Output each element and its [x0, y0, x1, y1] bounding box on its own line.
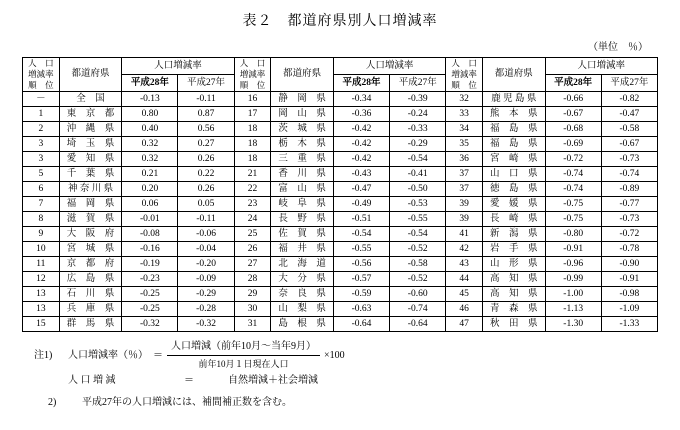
value-h27-cell: -0.73 — [601, 152, 657, 167]
value-h27-cell: -0.54 — [390, 152, 446, 167]
value-h28-cell: -0.63 — [333, 302, 389, 317]
header-h28-1: 平成28年 — [122, 75, 178, 92]
table-row — [23, 242, 658, 257]
rank-cell: 13 — [23, 287, 60, 302]
prefecture-cell: 茨 城 県 — [271, 122, 334, 137]
prefecture-cell: 高 知 県 — [482, 272, 545, 287]
rank-cell: 8 — [23, 212, 60, 227]
rank-cell: 32 — [446, 92, 483, 107]
prefecture-cell: 新 潟 県 — [482, 227, 545, 242]
prefecture-cell: 神 奈 川 県 — [59, 182, 122, 197]
value-h28-cell: 0.80 — [122, 107, 178, 122]
prefecture-cell: 佐 賀 県 — [271, 227, 334, 242]
prefecture-cell: 大 分 県 — [271, 272, 334, 287]
header-rank-3: 人 口 増減率 順 位 — [446, 58, 483, 92]
prefecture-cell: 富 山 県 — [271, 182, 334, 197]
value-h28-cell: -0.66 — [545, 92, 601, 107]
table-row — [23, 212, 658, 227]
value-h27-cell: -0.58 — [390, 257, 446, 272]
table-row — [23, 152, 658, 167]
rank-cell: 30 — [234, 302, 271, 317]
rank-cell: 29 — [234, 287, 271, 302]
value-h27-cell: -0.98 — [601, 287, 657, 302]
header-group-3: 人口増減率 — [545, 58, 657, 75]
value-h27-cell: -0.09 — [178, 272, 234, 287]
note-1b-lead: 人 口 増 減 — [68, 375, 116, 386]
value-h28-cell: -0.74 — [545, 167, 601, 182]
value-h28-cell: 0.20 — [122, 182, 178, 197]
value-h27-cell: -0.41 — [390, 167, 446, 182]
value-h27-cell: -0.89 — [601, 182, 657, 197]
table-row — [23, 92, 658, 107]
rank-cell: 47 — [446, 317, 483, 332]
value-h27-cell: -0.74 — [390, 302, 446, 317]
prefecture-cell: 大 阪 府 — [59, 227, 122, 242]
note-1-lead: 人口増減率（％） ＝ — [68, 349, 163, 361]
rank-cell: 39 — [446, 212, 483, 227]
rank-cell: 16 — [234, 92, 271, 107]
header-rank-1: 人 口 増減率 順 位 — [23, 58, 60, 92]
value-h28-cell: 0.21 — [122, 167, 178, 182]
prefecture-cell: 静 岡 県 — [271, 92, 334, 107]
rank-cell: 24 — [234, 212, 271, 227]
value-h28-cell: -0.42 — [333, 137, 389, 152]
rank-cell: 43 — [446, 257, 483, 272]
prefecture-cell: 兵 庫 県 — [59, 302, 122, 317]
value-h27-cell: -0.60 — [390, 287, 446, 302]
value-h28-cell: -0.01 — [122, 212, 178, 227]
prefecture-cell: 福 井 県 — [271, 242, 334, 257]
prefecture-cell: 奈 良 県 — [271, 287, 334, 302]
value-h27-cell: -0.72 — [601, 227, 657, 242]
value-h28-cell: -0.91 — [545, 242, 601, 257]
rank-cell: 3 — [23, 137, 60, 152]
value-h27-cell: -0.11 — [178, 212, 234, 227]
prefecture-cell: 東 京 都 — [59, 107, 122, 122]
prefecture-cell: 栃 木 県 — [271, 137, 334, 152]
rank-cell: 42 — [446, 242, 483, 257]
note-2-text: 平成27年の人口増減には、補間補正数を含む。 — [82, 397, 292, 408]
header-rank-2: 人 口 増減率 順 位 — [234, 58, 271, 92]
rank-cell: 37 — [446, 167, 483, 182]
table-row — [23, 107, 658, 122]
prefecture-cell: 徳 島 県 — [482, 182, 545, 197]
value-h27-cell: -0.29 — [390, 137, 446, 152]
note-1 — [34, 340, 680, 371]
value-h28-cell: -1.13 — [545, 302, 601, 317]
prefecture-cell: 石 川 県 — [59, 287, 122, 302]
note-1b-rhs: 自然増減＋社会増減 — [228, 375, 318, 386]
rank-cell: 39 — [446, 197, 483, 212]
note-1-fraction — [167, 340, 320, 371]
value-h28-cell: -1.30 — [545, 317, 601, 332]
note-2 — [34, 396, 680, 410]
value-h27-cell: -0.06 — [178, 227, 234, 242]
prefecture-cell: 広 島 県 — [59, 272, 122, 287]
table-row — [23, 257, 658, 272]
prefecture-cell: 長 野 県 — [271, 212, 334, 227]
note-1b-equals: ＝ — [184, 375, 194, 386]
prefecture-population-change-table — [22, 57, 658, 332]
value-h28-cell: -0.23 — [122, 272, 178, 287]
value-h27-cell: -0.39 — [390, 92, 446, 107]
prefecture-cell: 山 梨 県 — [271, 302, 334, 317]
value-h28-cell: -0.49 — [333, 197, 389, 212]
value-h27-cell: -0.55 — [390, 212, 446, 227]
value-h27-cell: 0.26 — [178, 182, 234, 197]
note-1-denominator: 前年10月１日現在人口 — [198, 359, 289, 369]
rank-cell: 12 — [23, 272, 60, 287]
value-h28-cell: -0.51 — [333, 212, 389, 227]
value-h27-cell: -1.33 — [601, 317, 657, 332]
value-h27-cell: -0.52 — [390, 272, 446, 287]
prefecture-cell: 宮 城 県 — [59, 242, 122, 257]
value-h28-cell: -0.42 — [333, 122, 389, 137]
value-h27-cell: 0.22 — [178, 167, 234, 182]
value-h27-cell: -0.20 — [178, 257, 234, 272]
header-h28-3: 平成28年 — [545, 75, 601, 92]
value-h27-cell: -0.73 — [601, 212, 657, 227]
rank-cell: 3 — [23, 152, 60, 167]
table-notes — [0, 340, 680, 410]
value-h27-cell: -0.67 — [601, 137, 657, 152]
prefecture-cell: 千 葉 県 — [59, 167, 122, 182]
prefecture-cell: 群 馬 県 — [59, 317, 122, 332]
table-row — [23, 287, 658, 302]
prefecture-cell: 長 崎 県 — [482, 212, 545, 227]
rank-cell: 9 — [23, 227, 60, 242]
value-h28-cell: -0.56 — [333, 257, 389, 272]
table-row — [23, 197, 658, 212]
value-h28-cell: -0.55 — [333, 242, 389, 257]
value-h28-cell: 0.40 — [122, 122, 178, 137]
header-h27-1: 平成27年 — [178, 75, 234, 92]
rank-cell: 6 — [23, 182, 60, 197]
value-h28-cell: -0.42 — [333, 152, 389, 167]
rank-cell: 23 — [234, 197, 271, 212]
table-row — [23, 167, 658, 182]
prefecture-cell: 沖 縄 県 — [59, 122, 122, 137]
table-row — [23, 122, 658, 137]
value-h28-cell: -0.67 — [545, 107, 601, 122]
value-h27-cell: 0.87 — [178, 107, 234, 122]
value-h28-cell: -0.08 — [122, 227, 178, 242]
value-h28-cell: -0.36 — [333, 107, 389, 122]
rank-cell: 18 — [234, 137, 271, 152]
rank-cell: 31 — [234, 317, 271, 332]
rank-cell: 44 — [446, 272, 483, 287]
rank-cell: 41 — [446, 227, 483, 242]
value-h27-cell: -0.33 — [390, 122, 446, 137]
prefecture-cell: 秋 田 県 — [482, 317, 545, 332]
value-h28-cell: -0.96 — [545, 257, 601, 272]
rank-cell: 45 — [446, 287, 483, 302]
rank-cell: 37 — [446, 182, 483, 197]
value-h27-cell: -0.78 — [601, 242, 657, 257]
rank-cell: 10 — [23, 242, 60, 257]
header-group-1: 人口増減率 — [122, 58, 234, 75]
value-h28-cell: -0.54 — [333, 227, 389, 242]
prefecture-cell: 香 川 県 — [271, 167, 334, 182]
rank-cell: 15 — [23, 317, 60, 332]
header-h27-3: 平成27年 — [601, 75, 657, 92]
value-h28-cell: -1.00 — [545, 287, 601, 302]
value-h28-cell: -0.80 — [545, 227, 601, 242]
prefecture-cell: 熊 本 県 — [482, 107, 545, 122]
value-h27-cell: 0.05 — [178, 197, 234, 212]
rank-cell: 11 — [23, 257, 60, 272]
table-header-row-1 — [23, 58, 658, 75]
value-h27-cell: -0.24 — [390, 107, 446, 122]
table-row — [23, 302, 658, 317]
prefecture-cell: 福 島 県 — [482, 122, 545, 137]
value-h28-cell: -0.34 — [333, 92, 389, 107]
value-h27-cell: -0.58 — [601, 122, 657, 137]
value-h28-cell: 0.06 — [122, 197, 178, 212]
value-h28-cell: -0.16 — [122, 242, 178, 257]
value-h27-cell: -0.74 — [601, 167, 657, 182]
header-h27-2: 平成27年 — [390, 75, 446, 92]
value-h28-cell: -0.13 — [122, 92, 178, 107]
rank-cell: 33 — [446, 107, 483, 122]
value-h27-cell: -0.77 — [601, 197, 657, 212]
value-h27-cell: -0.53 — [390, 197, 446, 212]
value-h28-cell: -0.99 — [545, 272, 601, 287]
value-h28-cell: -0.25 — [122, 302, 178, 317]
rank-cell: 5 — [23, 167, 60, 182]
note-1-label: 注1) — [34, 349, 53, 361]
value-h28-cell: -0.32 — [122, 317, 178, 332]
value-h28-cell: -0.75 — [545, 197, 601, 212]
prefecture-cell: 京 都 府 — [59, 257, 122, 272]
header-prefecture-3: 都道府県 — [482, 58, 545, 92]
value-h28-cell: -0.25 — [122, 287, 178, 302]
value-h27-cell: -0.50 — [390, 182, 446, 197]
unit-note: （単位 ％） — [588, 42, 648, 53]
value-h28-cell: -0.47 — [333, 182, 389, 197]
value-h27-cell: -0.90 — [601, 257, 657, 272]
value-h28-cell: -0.57 — [333, 272, 389, 287]
value-h27-cell: -1.09 — [601, 302, 657, 317]
value-h27-cell: -0.04 — [178, 242, 234, 257]
table-row — [23, 137, 658, 152]
prefecture-cell: 全 国 — [59, 92, 122, 107]
value-h28-cell: -0.69 — [545, 137, 601, 152]
value-h28-cell: 0.32 — [122, 137, 178, 152]
value-h28-cell: 0.32 — [122, 152, 178, 167]
note-1b — [34, 374, 680, 388]
prefecture-cell: 島 根 県 — [271, 317, 334, 332]
prefecture-cell: 福 岡 県 — [59, 197, 122, 212]
header-group-2: 人口増減率 — [333, 58, 445, 75]
value-h27-cell: 0.26 — [178, 152, 234, 167]
rank-cell: 25 — [234, 227, 271, 242]
rank-cell: 46 — [446, 302, 483, 317]
rank-cell: － — [23, 92, 60, 107]
value-h28-cell: -0.59 — [333, 287, 389, 302]
value-h27-cell: -0.28 — [178, 302, 234, 317]
value-h27-cell: -0.82 — [601, 92, 657, 107]
rank-cell: 34 — [446, 122, 483, 137]
table-row — [23, 272, 658, 287]
rank-cell: 18 — [234, 122, 271, 137]
prefecture-cell: 愛 知 県 — [59, 152, 122, 167]
rank-cell: 27 — [234, 257, 271, 272]
rank-cell: 7 — [23, 197, 60, 212]
rank-cell: 2 — [23, 122, 60, 137]
value-h27-cell: -0.32 — [178, 317, 234, 332]
prefecture-cell: 鹿 児 島 県 — [482, 92, 545, 107]
value-h28-cell: -0.19 — [122, 257, 178, 272]
note-2-label: 2) — [48, 397, 57, 408]
prefecture-cell: 岐 阜 県 — [271, 197, 334, 212]
table-row — [23, 182, 658, 197]
value-h27-cell: 0.27 — [178, 137, 234, 152]
table-row — [23, 317, 658, 332]
value-h27-cell: -0.91 — [601, 272, 657, 287]
prefecture-cell: 愛 媛 県 — [482, 197, 545, 212]
rank-cell: 26 — [234, 242, 271, 257]
prefecture-cell: 山 口 県 — [482, 167, 545, 182]
header-prefecture-2: 都道府県 — [271, 58, 334, 92]
value-h28-cell: -0.68 — [545, 122, 601, 137]
rank-cell: 21 — [234, 167, 271, 182]
rank-cell: 17 — [234, 107, 271, 122]
rank-cell: 18 — [234, 152, 271, 167]
prefecture-cell: 岩 手 県 — [482, 242, 545, 257]
rank-cell: 13 — [23, 302, 60, 317]
value-h28-cell: -0.75 — [545, 212, 601, 227]
value-h28-cell: -0.43 — [333, 167, 389, 182]
table-row — [23, 227, 658, 242]
prefecture-cell: 岡 山 県 — [271, 107, 334, 122]
value-h27-cell: -0.64 — [390, 317, 446, 332]
prefecture-cell: 三 重 県 — [271, 152, 334, 167]
rank-cell: 36 — [446, 152, 483, 167]
rank-cell: 22 — [234, 182, 271, 197]
note-1-tail: ×100 — [324, 349, 345, 361]
value-h28-cell: -0.64 — [333, 317, 389, 332]
value-h27-cell: 0.56 — [178, 122, 234, 137]
value-h27-cell: -0.54 — [390, 227, 446, 242]
note-1-numerator: 人口増減（前年10月～当年9月） — [167, 340, 320, 356]
page-title: 表２ 都道府県別人口増減率 — [242, 14, 438, 29]
header-prefecture-1: 都道府県 — [59, 58, 122, 92]
value-h27-cell: -0.11 — [178, 92, 234, 107]
prefecture-cell: 埼 玉 県 — [59, 137, 122, 152]
prefecture-cell: 山 形 県 — [482, 257, 545, 272]
value-h27-cell: -0.52 — [390, 242, 446, 257]
value-h28-cell: -0.74 — [545, 182, 601, 197]
value-h28-cell: -0.72 — [545, 152, 601, 167]
value-h27-cell: -0.47 — [601, 107, 657, 122]
header-h28-2: 平成28年 — [333, 75, 389, 92]
prefecture-cell: 青 森 県 — [482, 302, 545, 317]
document-page — [0, 10, 680, 430]
prefecture-cell: 宮 崎 県 — [482, 152, 545, 167]
rank-cell: 28 — [234, 272, 271, 287]
rank-cell: 1 — [23, 107, 60, 122]
rank-cell: 35 — [446, 137, 483, 152]
prefecture-cell: 北 海 道 — [271, 257, 334, 272]
prefecture-cell: 福 島 県 — [482, 137, 545, 152]
prefecture-cell: 滋 賀 県 — [59, 212, 122, 227]
prefecture-cell: 高 知 県 — [482, 287, 545, 302]
value-h27-cell: -0.29 — [178, 287, 234, 302]
